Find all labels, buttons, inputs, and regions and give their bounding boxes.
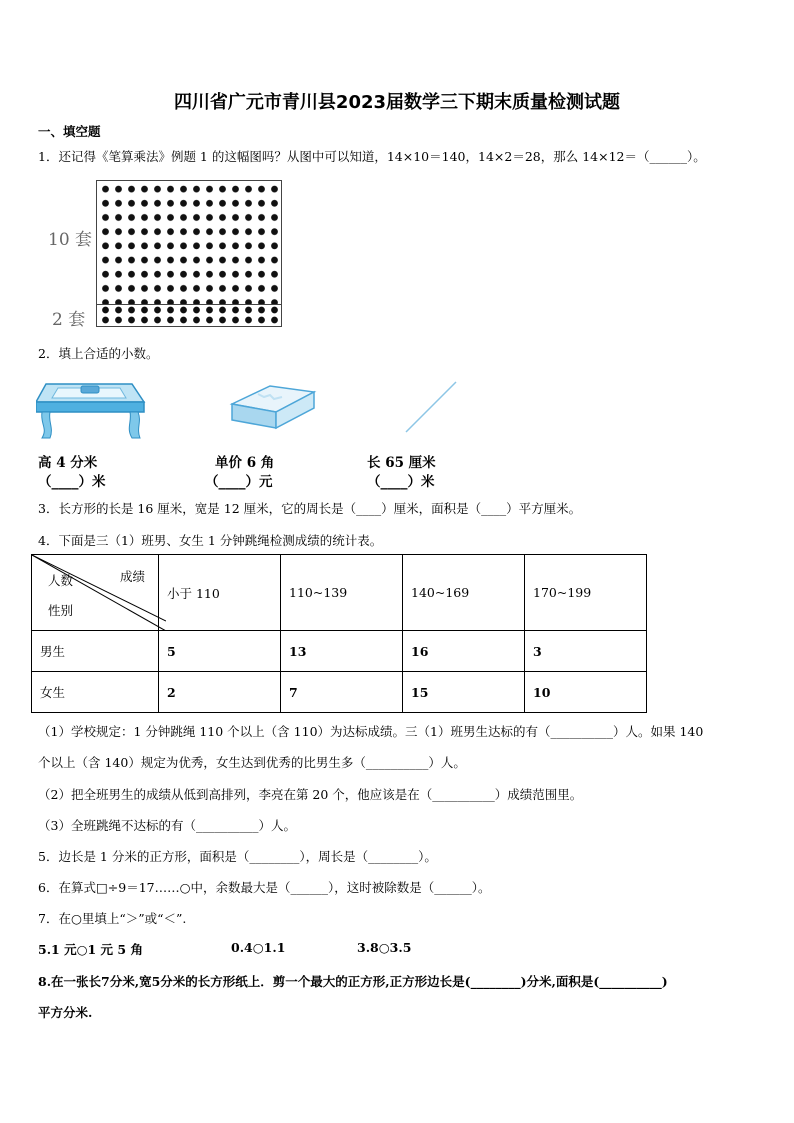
table-row xyxy=(32,631,647,672)
table-header-row xyxy=(32,555,647,631)
question-1: 1．还记得《笔算乘法》例题 1 的这幅图吗？从图中可以知道，14×10＝140，14×2＝28，那么 14×12＝（______）。 xyxy=(38,149,706,164)
pencil-line-icon xyxy=(400,378,462,436)
section-heading: 一、填空题 xyxy=(38,124,101,139)
row-label: 女生 xyxy=(32,672,159,713)
question-8-line1: 8.在一张长7分米,宽5分米的长方形纸上．剪一个最大的正方形,正方形边长是(________)分米,面积是(__________) xyxy=(38,974,668,989)
question-5: 5．边长是 1 分米的正方形，面积是（________），周长是（________）。 xyxy=(38,849,437,864)
caption-table-height: 高 4 分米 xyxy=(38,455,98,471)
question-6: 6．在算式□÷9＝17……○中，余数最大是（______），这时被除数是（______）。 xyxy=(38,880,491,895)
question-7: 7．在○里填上“＞”或“＜”. xyxy=(38,911,187,926)
row-label: 男生 xyxy=(32,631,159,672)
label-10-sets: 10 套 xyxy=(48,230,93,250)
corner-gender-label: 性别 xyxy=(48,603,74,618)
caption-eraser-price: 单价 6 角 xyxy=(215,455,275,471)
table-cell: 16 xyxy=(403,631,525,672)
table-cell: 10 xyxy=(525,672,647,713)
corner-cell xyxy=(32,555,159,631)
column-header: 170~199 xyxy=(525,555,647,631)
table-row xyxy=(32,672,647,713)
corner-score-label: 成绩 xyxy=(120,569,146,584)
table-cell: 5 xyxy=(159,631,281,672)
compare-item: 3.8○3.5 xyxy=(357,940,412,955)
label-2-sets: 2 套 xyxy=(52,310,86,330)
compare-item: 0.4○1.1 xyxy=(231,940,286,955)
column-header: 小于 110 xyxy=(159,555,281,631)
answer-line-length: （____）米 xyxy=(367,474,435,490)
table-cell: 2 xyxy=(159,672,281,713)
answer-eraser-price: （____）元 xyxy=(205,474,273,490)
question-4-sub1-line1: （1）学校规定：1 分钟跳绳 110 个以上（含 110）为达标成绩。三（1）班男生达标的有（__________）人。如果 140 xyxy=(38,724,704,739)
question-4-sub2: （2）把全班男生的成绩从低到高排列，李亮在第 20 个，他应该是在（__________）成绩范围里。 xyxy=(38,787,583,802)
corner-count-label: 人数 xyxy=(48,573,74,588)
table-cell: 7 xyxy=(281,672,403,713)
question-4: 4．下面是三（1）班男、女生 1 分钟跳绳检测成绩的统计表。 xyxy=(38,533,383,548)
column-header: 140~169 xyxy=(403,555,525,631)
question-3: 3．长方形的长是 16 厘米，宽是 12 厘米，它的周长是（____）厘米，面积是（____）平方厘米。 xyxy=(38,501,582,516)
compare-item: 5.1 元○1 元 5 角 xyxy=(38,942,143,957)
eraser-icon xyxy=(228,380,318,432)
dot-array-2-rows xyxy=(96,304,282,327)
column-header: 110~139 xyxy=(281,555,403,631)
question-4-sub1-line2: 个以上（含 140）规定为优秀，女生达到优秀的比男生多（__________）人。 xyxy=(38,755,466,770)
answer-table-height: （____）米 xyxy=(38,474,106,490)
table-cell: 3 xyxy=(525,631,647,672)
caption-line-length: 长 65 厘米 xyxy=(367,455,436,471)
table-cell: 15 xyxy=(403,672,525,713)
page-title: 四川省广元市青川县2023届数学三下期末质量检测试题 xyxy=(173,92,621,113)
table-icon xyxy=(36,376,148,442)
question-8-line2: 平方分米. xyxy=(38,1005,93,1020)
stats-table xyxy=(31,554,647,713)
table-cell: 13 xyxy=(281,631,403,672)
question-4-sub3: （3）全班跳绳不达标的有（__________）人。 xyxy=(38,818,296,833)
question-2: 2．填上合适的小数。 xyxy=(38,346,159,361)
diagonal-lines xyxy=(32,555,166,631)
